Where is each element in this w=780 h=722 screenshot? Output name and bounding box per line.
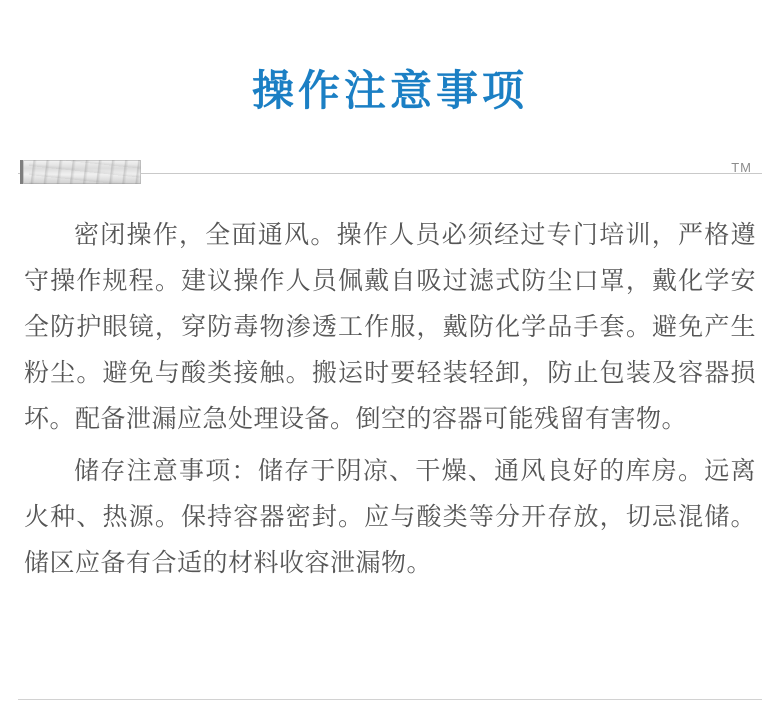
- divider-band: [0, 160, 780, 186]
- bottom-divider-line: [18, 699, 762, 700]
- brush-stroke-decoration-icon: [20, 160, 141, 184]
- paragraph-storage-precautions: 储存注意事项：储存于阴凉、干燥、通风良好的库房。远离火种、热源。保持容器密封。应与酸类等分开存放，切忌混储。储区应备有合适的材料收容泄漏物。: [24, 457, 756, 578]
- trademark-label: TM: [731, 160, 752, 176]
- page-title: 操作注意事项: [251, 67, 528, 115]
- document-page: [0, 28, 780, 722]
- body-content: [24, 212, 756, 586]
- paragraph-operation-precautions: 密闭操作，全面通风。操作人员必须经过专门培训，严格遵守操作规程。建议操作人员佩戴自吸过滤式防尘口罩，戴化学安全防护眼镜，穿防毒物渗透工作服，戴防化学品手套。避免产生粉尘。避免与酸类接触。搬运时要轻装轻卸，防止包装及容器损坏。配备泄漏应急处理设备。倒空的容器可能残留有害物。: [24, 221, 756, 434]
